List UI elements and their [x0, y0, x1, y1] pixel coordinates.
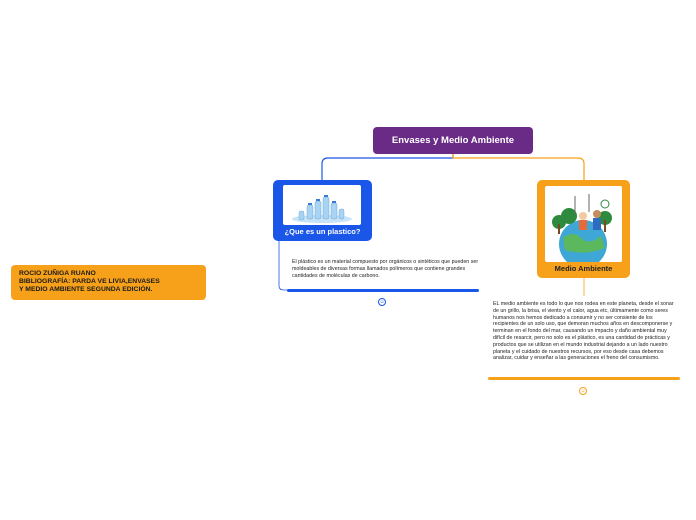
connector-root-to-medio — [453, 154, 584, 180]
connector-plastico-to-desc — [279, 241, 288, 290]
environment-earth-illustration — [545, 186, 622, 262]
smiley-icon[interactable]: ☺ — [580, 388, 586, 394]
note-line-bibliography: BIBLIOGRAFÍA: PARDA VE LIVIA,ENVASES — [19, 278, 160, 286]
connector-root-to-plastico — [322, 154, 453, 180]
plastic-bottles-illustration — [283, 185, 361, 225]
central-topic-label: Envases y Medio Ambiente — [391, 135, 515, 146]
note-line-author: ROCIO ZUÑIGA RUANO — [19, 270, 96, 277]
topic-label: Medio Ambiente — [554, 264, 613, 273]
topic-label: ¿Que es un plastico? — [284, 227, 361, 236]
floating-note-bibliography[interactable] — [11, 265, 206, 300]
note-line-edition: Y MEDIO AMBIENTE SEGUNDA EDICIÓN. — [19, 286, 153, 294]
medio-ambiente-description-underline — [488, 377, 680, 380]
plastico-description: El plástico es un material compuesto por orgánicos o sintéticos que pueden ser moldeables de diversas formas llamados polímeros que contiene grandes cantidades de moléculas de carbono. — [292, 259, 479, 279]
central-topic[interactable] — [373, 127, 533, 154]
topic-que-es-un-plastico[interactable] — [273, 180, 372, 241]
medio-ambiente-description: EL medio ambiente es todo lo que nos rodea en este planeta, desde el sonar de un grillo, la brisa, el viento y el calor, agua etc, últimamente como seres humanos nos hemos dedicado a consumir y no ser consiente de los recipientes de un solo uso, que demoran muchos años en descomponerse y terminan en el fondo del mar, causando un impacto y daño ambiental muy difícil de resarcir, pero no solo es el plástico, es una cantidad de prácticas y productos que se utilizan en el mundo industrial dejando a un lado nuestro planeta y el cuidado de nuestros recursos, por eso desde casa debemos analizar, cuidar y enseñar a las generaciones el freno del consumismo. — [493, 301, 674, 362]
smiley-icon[interactable]: ☺ — [379, 299, 385, 305]
topic-medio-ambiente[interactable] — [537, 180, 630, 278]
plastico-description-underline — [287, 289, 479, 292]
